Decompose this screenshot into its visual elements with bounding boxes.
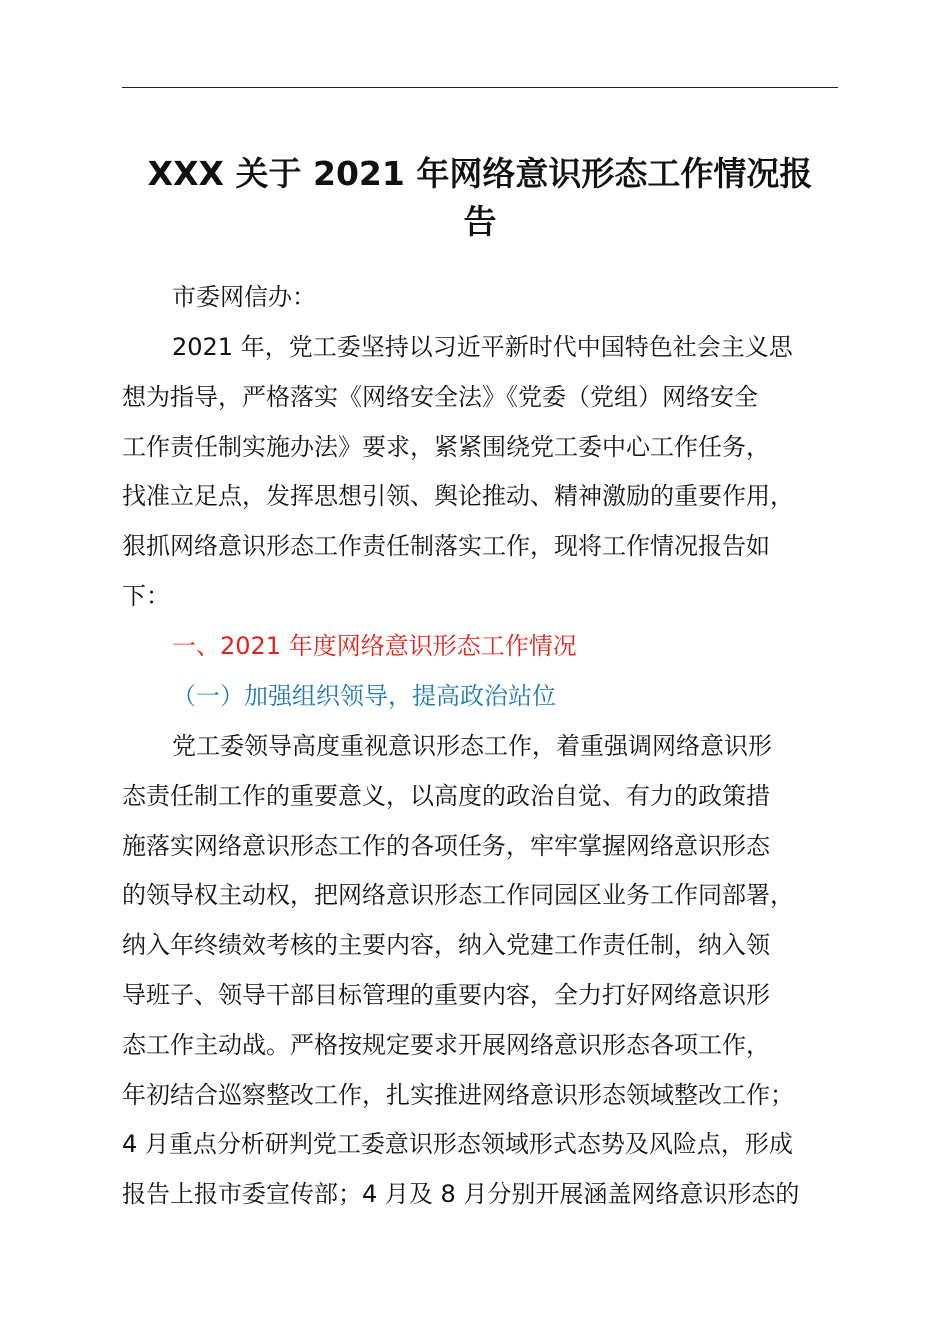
document-title bbox=[122, 150, 838, 246]
paragraph-line: 党工委领导高度重视意识形态工作，着重强调网络意识形 bbox=[172, 732, 772, 760]
subsection-heading-1 bbox=[122, 672, 862, 722]
section-heading-1 bbox=[122, 622, 862, 672]
title-line-1: XXX 关于 2021 年网络意识形态工作情况报 bbox=[147, 154, 813, 193]
title-line-2: 告 bbox=[463, 202, 497, 241]
paragraph-line: 年初结合巡察整改工作，扎实推进网络意识形态领域整改工作； bbox=[122, 1080, 794, 1109]
paragraph-line: 4 月重点分析研判党工委意识形态领域形式态势及风险点，形成 bbox=[122, 1130, 793, 1159]
paragraph-line: 想为指导，严格落实《网络安全法》《党委（党组）网络安全 bbox=[122, 382, 758, 411]
salutation bbox=[122, 273, 862, 323]
paragraph-line: 纳入年终绩效考核的主要内容，纳入党建工作责任制，纳入领 bbox=[122, 931, 770, 960]
section-heading-text: 一、2021 年度网络意识形态工作情况 bbox=[172, 632, 577, 660]
paragraph-line: 2021 年，党工委坚持以习近平新时代中国特色社会主义思 bbox=[172, 333, 793, 361]
paragraph-line: 的领导权主动权，把网络意识形态工作同园区业务工作同部署， bbox=[122, 881, 794, 910]
paragraph-line: 报告上报市委宣传部；4 月及 8 月分别开展涵盖网络意识形态的 bbox=[122, 1180, 800, 1209]
salutation-text: 市委网信办： bbox=[172, 283, 316, 311]
paragraph-line: 态责任制工作的重要意义，以高度的政治自觉、有力的政策措 bbox=[122, 781, 770, 810]
subsection-heading-text: （一）加强组织领导，提高政治站位 bbox=[172, 682, 556, 710]
paragraph-line: 找准立足点，发挥思想引领、舆论推动、精神激励的重要作用， bbox=[122, 482, 794, 511]
paragraph-organization bbox=[122, 722, 862, 1220]
paragraph-line: 态工作主动战。严格按规定要求开展网络意识形态各项工作， bbox=[122, 1030, 770, 1059]
paragraph-line: 狠抓网络意识形态工作责任制落实工作，现将工作情况报告如 bbox=[122, 532, 770, 561]
paragraph-intro bbox=[122, 323, 862, 622]
paragraph-line: 工作责任制实施办法》要求，紧紧围绕党工委中心工作任务， bbox=[122, 432, 770, 461]
paragraph-line: 施落实网络意识形态工作的各项任务，牢牢掌握网络意识形态 bbox=[122, 831, 770, 860]
paragraph-line: 导班子、领导干部目标管理的重要内容，全力打好网络意识形 bbox=[122, 980, 770, 1009]
paragraph-line: 下： bbox=[122, 581, 170, 610]
header-rule bbox=[122, 87, 838, 88]
